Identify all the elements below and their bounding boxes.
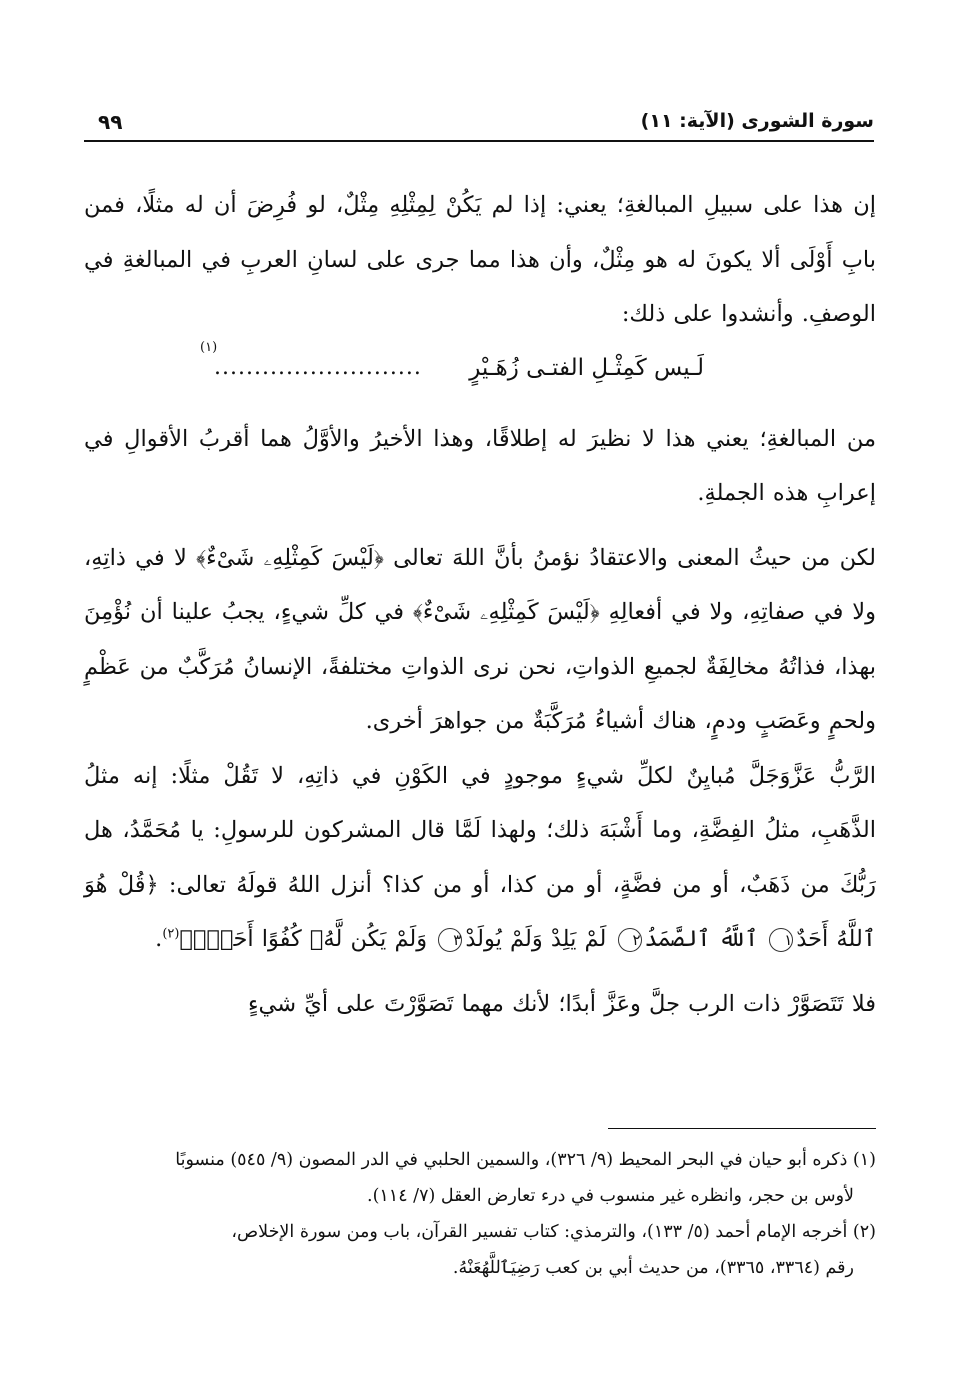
quran-verse-1: ﴿قُلْ هُوَ ٱللَّهُ أَحَدٌ [84,871,876,952]
paragraph-gap [84,521,876,531]
footnote-1 [84,1142,876,1214]
main-text [84,178,876,1031]
header-divider [84,140,874,142]
ayah-number-2: ٢ [618,928,642,952]
paragraph-5: فلا تَتَصَوَّرْ ذات الرب جلَّ وعَزَّ أبدًا؛ لأنك مهما تَصَوَّرْتَ على أيِّ شيءٍ [247,990,876,1017]
footnotes [84,1142,876,1286]
footnote-ref-1: (١) [200,339,218,355]
quran-verse-2: ٱللَّهُ ٱلصَّمَدُ [644,926,759,952]
footnote-ref-2: (٢) [162,926,180,942]
quran-verse-3: لَمْ يَلِدْ وَلَمْ يُولَدْ [465,926,607,952]
header-title: سورة الشورى (الآية: ١١) [640,110,874,132]
footnote-1-line-1: (١) ذكره أبو حيان في البحر المحيط (٩/ ٣٢٦)، والسمين الحلبي في الدر المصون (٩/ ٥٤٥) منسوبًا [175,1150,876,1170]
paragraph-4 [84,749,876,967]
running-header [84,110,874,140]
paragraph-2: من المبالغةِ؛ يعني هذا لا نظيرَ له إطلاقًا، وهذا الأخيرُ والأوَّلُ هما أقربُ الأقوالِ في إعرابِ هذه الجملةِ. [84,425,876,506]
page-number: ٩٩ [98,110,123,134]
footnote-divider [608,1128,876,1129]
paragraph-gap [84,967,876,977]
paragraph-4-end: . [155,926,163,952]
poem-ellipsis: .......................... [214,354,422,380]
paragraph-4-text: الرَّبُّ عَزَّوَجَلَّ مُبايِنٌ لكلِّ شيءٍ موجودٍ في الكَوْنِ في ذاتِهِ، لا تَقُلْ مثلًا: إنه مثلُ الذَّهَبِ، مثلُ الفِضَّةِ، وما أَشْبَهَ ذلك؛ ولهذا لَمَّا قال المشركون للرسولِ: يا مُحَمَّدُ، هل رَبُّكَ من ذَهَبٌ، أو من فضَّةٍ، أو من كذا، أو من كذا؟ أنزل اللهُ قولَهُ تعالى: [84,762,876,898]
quran-verse-4: وَلَمْ يَكُن لَّهُۥ كُفُوًا أَحَدٌۢ﴾ [179,926,428,952]
ayah-number-3: ٣ [438,928,462,952]
ayah-number-1: ١ [769,928,793,952]
footnote-2-line-2: رقم (٣٣٦٤، ٣٣٦٥)، من حديث أبي بن كعب رَضِيَٱللَّهُعَنْهُ. [452,1258,854,1278]
footnote-1-line-2: لأوس بن حجر، وانظره غير منسوب في درء تعارض العقل (٧/ ١١٤). [367,1186,854,1206]
footnote-2 [84,1214,876,1286]
paragraph-3: لكن من حيثُ المعنى والاعتقادُ نؤمنُ بأنَّ اللهَ تعالى ﴿لَيْسَ كَمِثْلِهِۦ شَىْءٌ﴾ لا في ذاتِهِ، ولا في صفاتِهِ، ولا في أفعالِهِ ﴿لَيْسَ كَمِثْلِهِۦ شَىْءٌ﴾ في كلِّ شيءٍ، يجبُ علينا أن نُؤْمِنَ بهذا، فذاتُهُ مخالِفَةٌ لجميعِ الذواتِ، نحن نرى الذواتِ مختلفةً، الإنسانُ مُرَكَّبٌ من عَظْمٍ ولحمٍ وعَصَبٍ ودمٍ، هناك أشياءُ مُرَكَّبَةٌ من جواهرَ أخرى. [84,544,876,734]
paragraph-1: إن هذا على سبيلِ المبالغةِ؛ يعني: إذا لم يَكُنْ لِمِثْلِهِ مِثْلٌ، لو فُرِضَ أن له مثلًا، فمن بابِ أَوْلَى ألا يكونَ له هو مِثْلٌ، وأن هذا مما جرى على لسانِ العربِ في المبالغةِ في الوصفِ. وأنشدوا على ذلك: [84,192,876,327]
poem-verse-line [84,339,876,412]
poem-verse: لَـيس كَمِثْـلِ الفتـى زُهَـيْرٍ [469,354,704,381]
footnote-2-line-1: (٢) أخرجه الإمام أحمد (٥/ ١٣٣)، والترمذي: كتاب تفسير القرآن، باب ومن سورة الإخلاص، [231,1222,876,1242]
